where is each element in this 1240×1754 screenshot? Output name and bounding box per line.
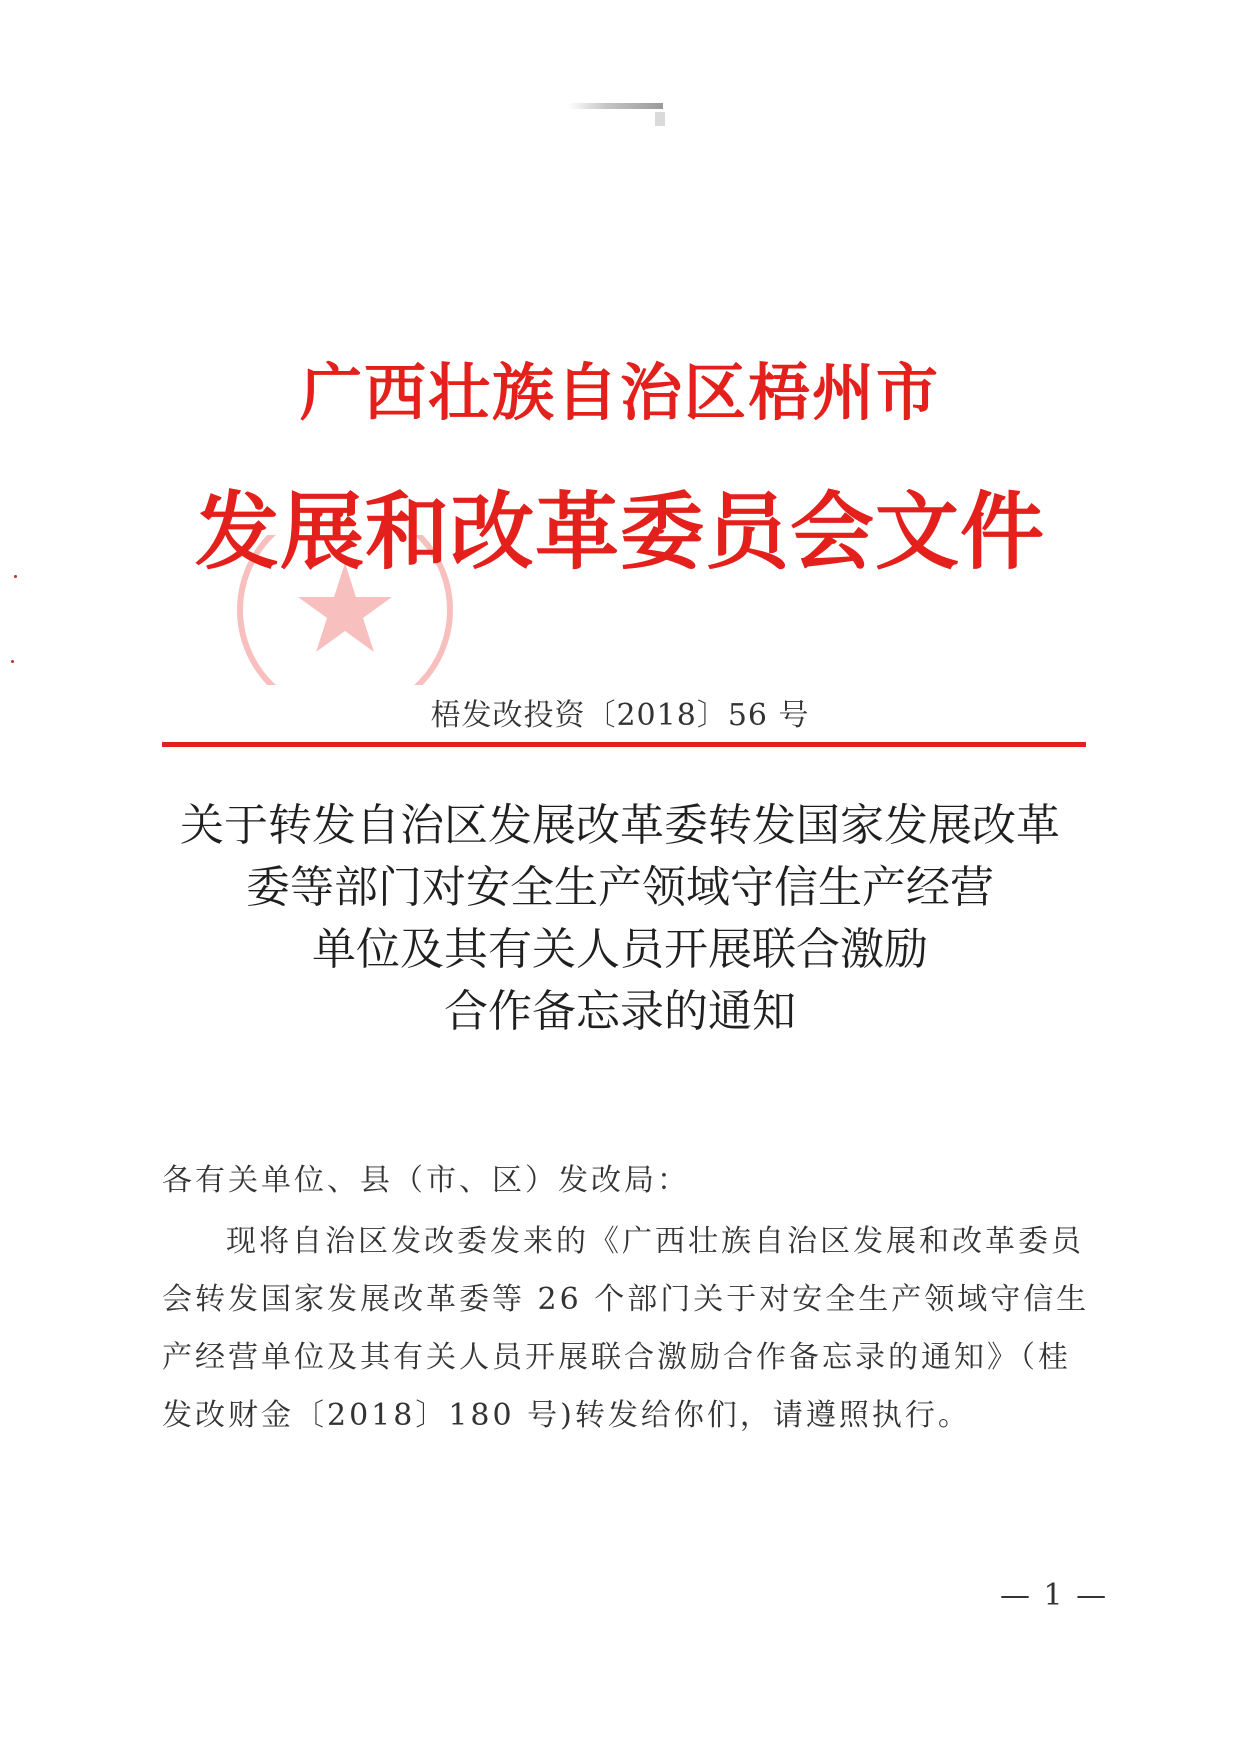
body-line: 现将自治区发改委发来的《广西壮族自治区发展和改革委员 [226,1224,1084,1259]
page-number: — 1 — [1000,1578,1109,1613]
scan-dot [11,660,14,663]
scan-dot [14,575,17,578]
title-line: 委等部门对安全生产领域守信生产经营 [246,862,994,913]
title-line: 单位及其有关人员开展联合激励 [312,924,928,975]
scan-artifact [655,112,665,126]
red-divider [162,742,1086,747]
agency-header-line2: 发展和改革委员会文件 [194,482,1045,581]
document-title [120,795,1120,1043]
body-line: 产经营单位及其有关人员开展联合激励合作备忘录的通知》（桂 [162,1340,1071,1375]
body-line: 会转发国家发展改革委等 26 个部门关于对安全生产领域守信生 [162,1282,1090,1317]
salutation: 各有关单位、县（市、区）发改局： [162,1163,690,1198]
title-line: 关于转发自治区发展改革委转发国家发展改革 [180,800,1060,851]
scan-artifact [568,103,663,109]
document-number: 梧发改投资〔2018〕56 号 [430,698,810,733]
title-line: 合作备忘录的通知 [444,986,796,1037]
body-paragraph [162,1213,1092,1445]
agency-header-line1: 广西壮族自治区梧州市 [299,356,940,429]
body-line: 发改财金〔2018〕180 号)转发给你们，请遵照执行。 [162,1398,971,1433]
